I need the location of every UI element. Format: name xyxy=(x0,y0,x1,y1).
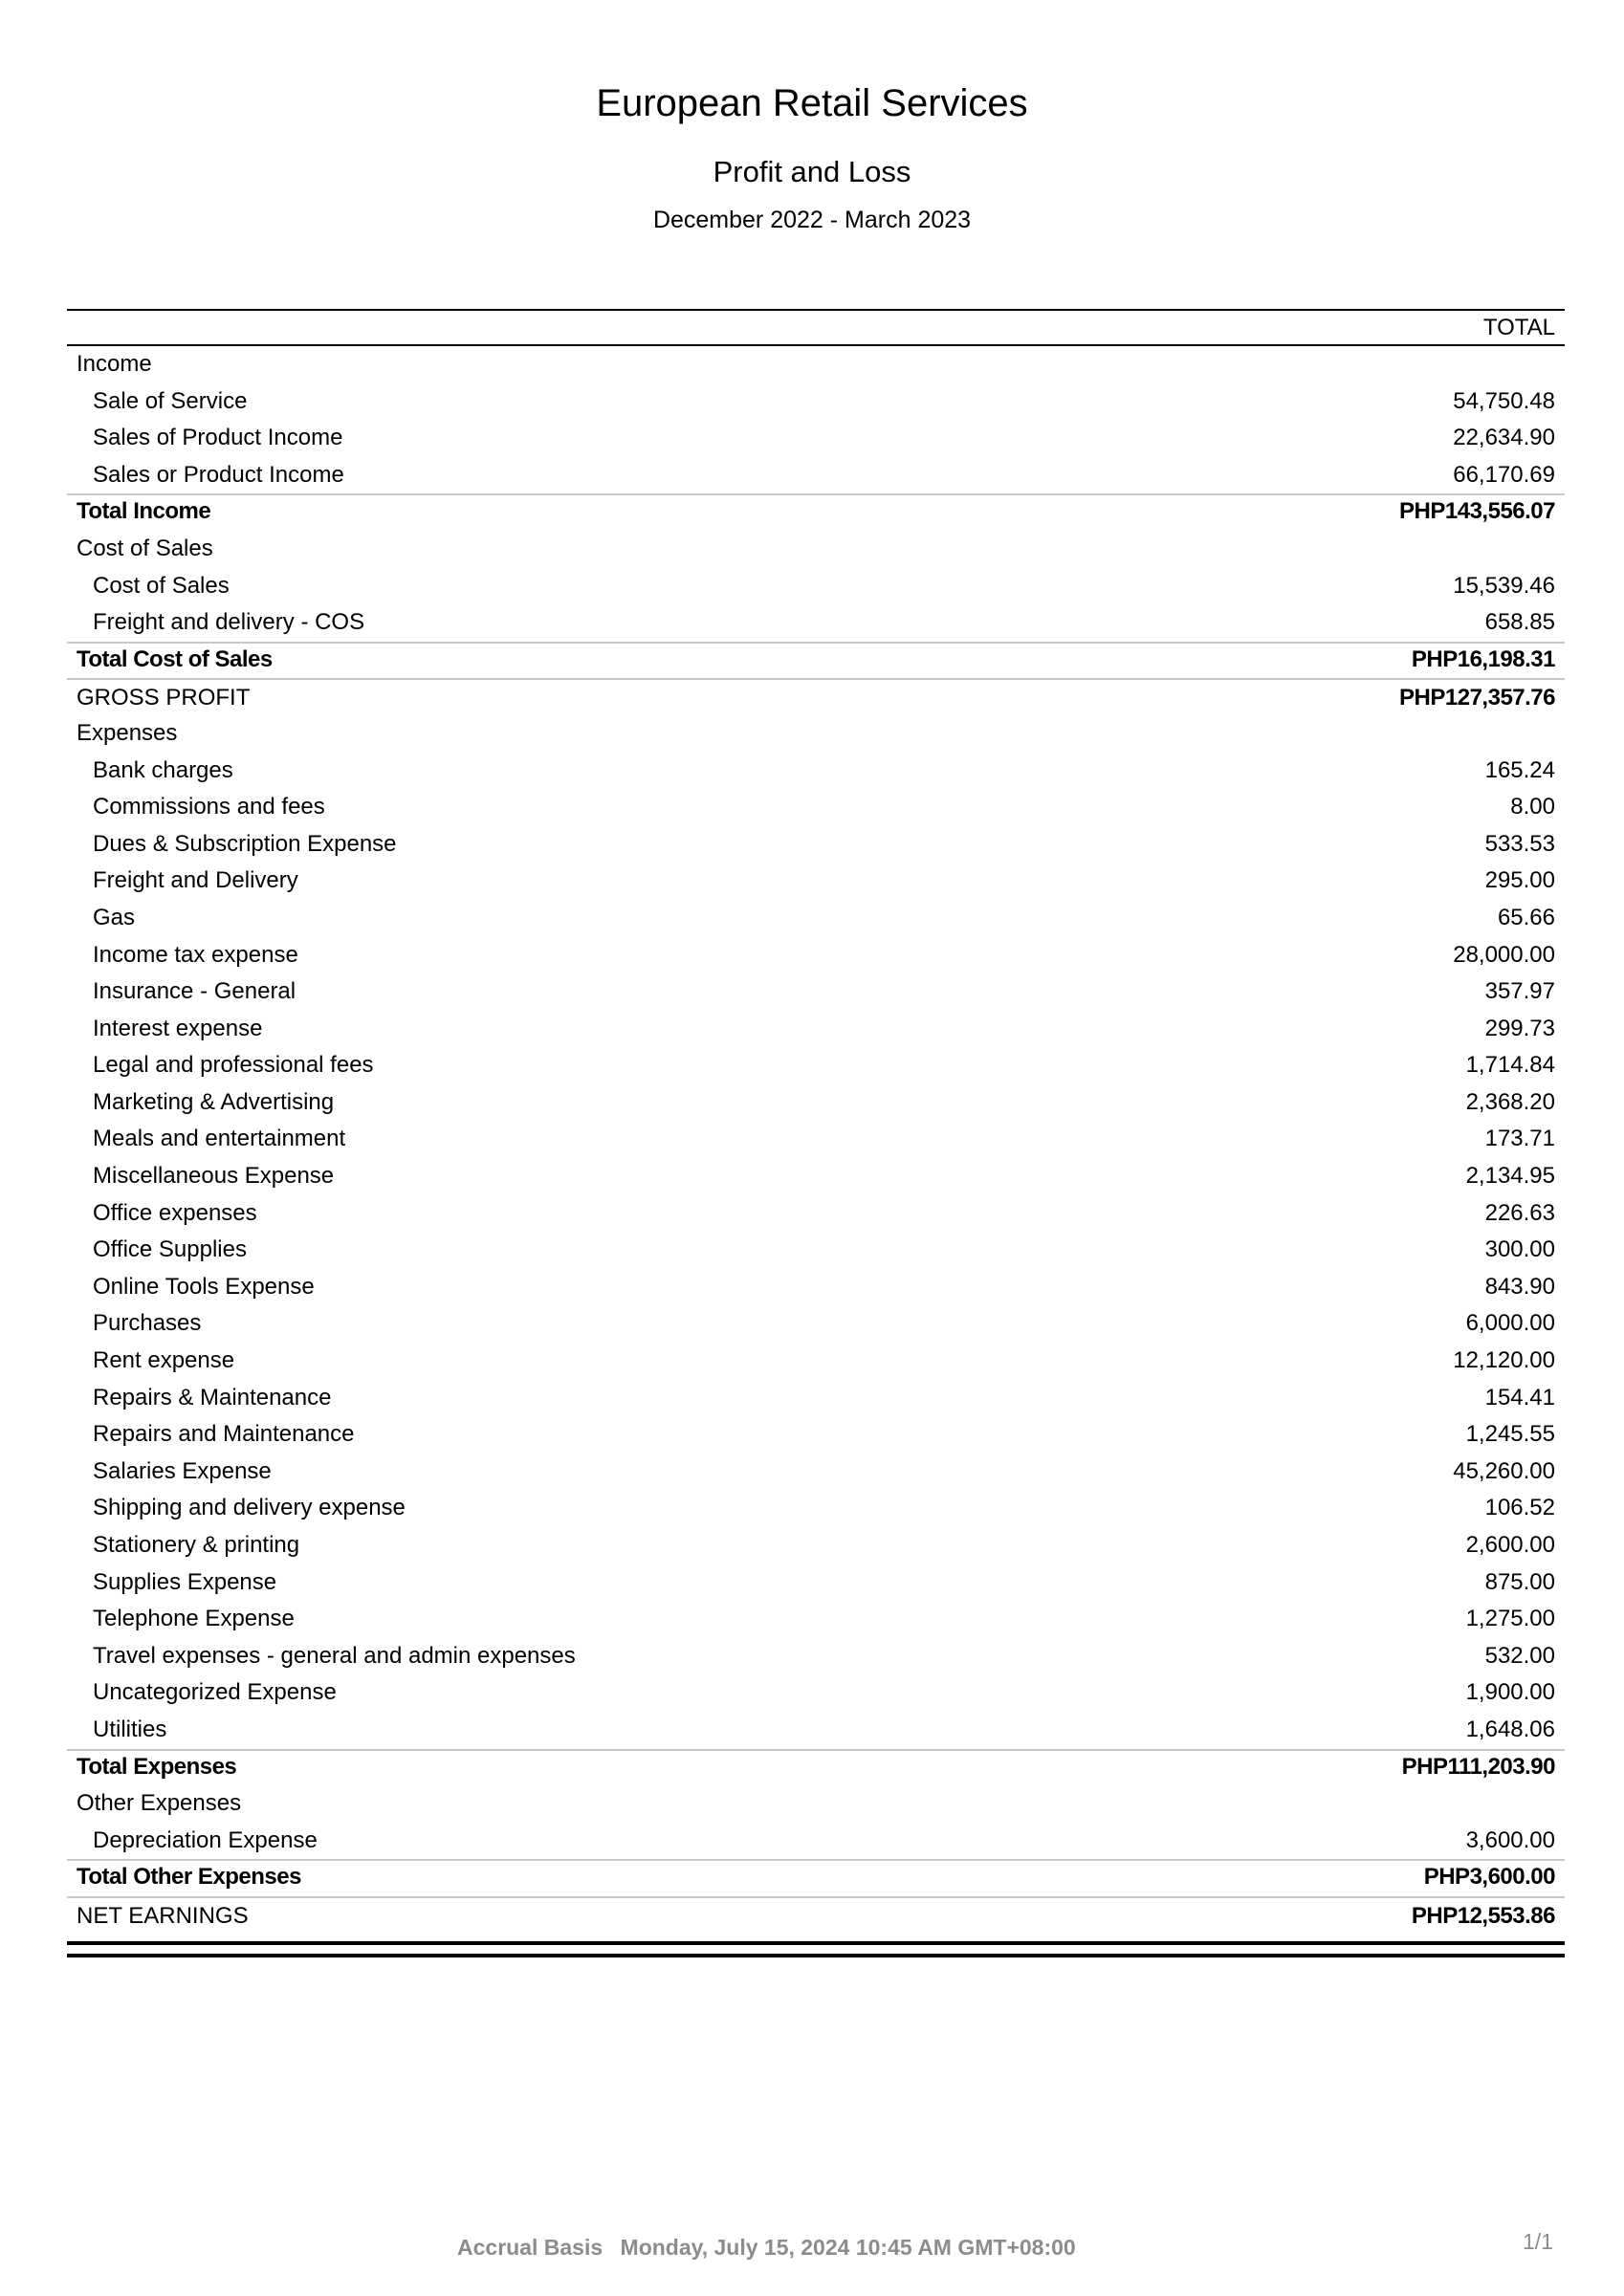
table-row xyxy=(67,1269,1565,1306)
row-amount: 12,120.00 xyxy=(1453,1347,1555,1374)
table-row xyxy=(67,1564,1565,1602)
row-label: Repairs & Maintenance xyxy=(93,1384,332,1410)
generated-timestamp: Monday, July 15, 2024 10:45 AM GMT+08:00 xyxy=(620,2235,1076,2260)
row-amount: 173.71 xyxy=(1484,1126,1555,1152)
row-label: Bank charges xyxy=(93,756,233,783)
row-amount: 1,900.00 xyxy=(1465,1679,1555,1706)
row-label: Stationery & printing xyxy=(93,1532,300,1558)
total-row xyxy=(67,1749,1565,1786)
total-row xyxy=(67,1859,1565,1896)
row-label: Office Supplies xyxy=(93,1236,247,1263)
table-row xyxy=(67,1490,1565,1527)
section-row xyxy=(67,1785,1565,1823)
row-amount: 106.52 xyxy=(1484,1495,1555,1521)
total-row xyxy=(67,642,1565,679)
row-amount: 154.41 xyxy=(1484,1384,1555,1410)
total-row xyxy=(67,493,1565,531)
row-amount: 1,245.55 xyxy=(1465,1421,1555,1448)
row-label: Online Tools Expense xyxy=(93,1273,315,1300)
table-row xyxy=(67,568,1565,605)
row-label: Sales or Product Income xyxy=(93,461,344,488)
row-label: Travel expenses - general and admin expenses xyxy=(93,1642,576,1669)
row-amount: 165.24 xyxy=(1484,756,1555,783)
row-label: Dues & Subscription Expense xyxy=(93,830,397,857)
row-amount: 2,134.95 xyxy=(1465,1163,1555,1190)
row-amount: 299.73 xyxy=(1484,1015,1555,1041)
row-amount: PHP127,357.76 xyxy=(1399,685,1555,711)
row-label: Sale of Service xyxy=(93,387,248,414)
table-row xyxy=(67,753,1565,790)
row-amount: 532.00 xyxy=(1484,1642,1555,1669)
row-amount: 22,634.90 xyxy=(1453,425,1555,451)
table-row xyxy=(67,789,1565,826)
row-amount: 6,000.00 xyxy=(1465,1310,1555,1337)
table-row xyxy=(67,1674,1565,1712)
row-label: Total Expenses xyxy=(77,1753,237,1780)
table-row xyxy=(67,1084,1565,1122)
section-row xyxy=(67,715,1565,753)
row-label: Total Income xyxy=(77,498,211,525)
table-row xyxy=(67,1232,1565,1269)
row-amount: PHP3,600.00 xyxy=(1423,1864,1555,1891)
row-label: Interest expense xyxy=(93,1015,263,1041)
row-amount: 658.85 xyxy=(1484,609,1555,636)
table-row xyxy=(67,973,1565,1011)
table-row xyxy=(67,383,1565,421)
page-number: 1/1 xyxy=(1523,2229,1553,2254)
row-amount: 295.00 xyxy=(1484,867,1555,894)
table-row xyxy=(67,1454,1565,1491)
row-label: Meals and entertainment xyxy=(93,1126,346,1152)
double-underline xyxy=(67,1941,1565,1957)
row-amount: 1,648.06 xyxy=(1465,1716,1555,1742)
row-amount: PHP143,556.07 xyxy=(1399,498,1555,525)
row-amount: 65.66 xyxy=(1497,904,1555,930)
table-body xyxy=(67,346,1565,1934)
row-label: Marketing & Advertising xyxy=(93,1088,335,1115)
row-amount: 2,600.00 xyxy=(1465,1532,1555,1558)
column-header-total: TOTAL xyxy=(1482,315,1555,340)
row-label: Purchases xyxy=(93,1310,202,1337)
report-period: December 2022 - March 2023 xyxy=(652,207,972,233)
row-amount: 28,000.00 xyxy=(1453,941,1555,968)
row-amount: 2,368.20 xyxy=(1465,1088,1555,1115)
row-label: Uncategorized Expense xyxy=(93,1679,337,1706)
row-label: Gas xyxy=(93,904,136,930)
table-row xyxy=(67,900,1565,937)
net-row xyxy=(67,1896,1565,1934)
table-row xyxy=(67,1158,1565,1195)
table-row xyxy=(67,1823,1565,1860)
row-label: Office expenses xyxy=(93,1199,257,1226)
row-amount: PHP111,203.90 xyxy=(1401,1753,1555,1780)
row-label: Legal and professional fees xyxy=(93,1052,374,1079)
table-row xyxy=(67,1343,1565,1380)
row-label: Commissions and fees xyxy=(93,794,325,820)
row-amount: PHP16,198.31 xyxy=(1411,645,1555,672)
row-label: Salaries Expense xyxy=(93,1457,272,1484)
report-footer xyxy=(457,2235,1076,2261)
table-row xyxy=(67,1195,1565,1233)
row-label: Expenses xyxy=(77,719,178,746)
row-label: Income xyxy=(77,351,152,377)
row-amount: 15,539.46 xyxy=(1453,572,1555,599)
row-label: Shipping and delivery expense xyxy=(93,1495,406,1521)
table-row xyxy=(67,937,1565,974)
row-amount: 66,170.69 xyxy=(1453,461,1555,488)
row-label: Freight and Delivery xyxy=(93,867,298,894)
table-row xyxy=(67,1011,1565,1048)
row-label: Income tax expense xyxy=(93,941,298,968)
table-row xyxy=(67,457,1565,494)
row-amount: 843.90 xyxy=(1484,1273,1555,1300)
row-label: Telephone Expense xyxy=(93,1606,295,1632)
row-label: NET EARNINGS xyxy=(77,1902,249,1929)
row-label: Total Cost of Sales xyxy=(77,645,273,672)
row-amount: 226.63 xyxy=(1484,1199,1555,1226)
table-row xyxy=(67,1527,1565,1564)
table-row xyxy=(67,863,1565,900)
accounting-basis: Accrual Basis xyxy=(457,2235,604,2260)
profit-loss-table xyxy=(67,309,1565,1957)
row-label: GROSS PROFIT xyxy=(77,685,251,711)
table-row xyxy=(67,826,1565,864)
gross-row xyxy=(67,678,1565,715)
row-amount: 533.53 xyxy=(1484,830,1555,857)
table-row xyxy=(67,1638,1565,1675)
row-amount: 357.97 xyxy=(1484,978,1555,1005)
row-amount: 45,260.00 xyxy=(1453,1457,1555,1484)
row-label: Other Expenses xyxy=(77,1790,242,1817)
table-row xyxy=(67,1121,1565,1158)
row-amount: 8.00 xyxy=(1510,794,1555,820)
section-row xyxy=(67,346,1565,383)
section-row xyxy=(67,531,1565,568)
table-row xyxy=(67,1712,1565,1749)
row-label: Freight and delivery - COS xyxy=(93,609,365,636)
row-label: Cost of Sales xyxy=(93,572,230,599)
row-amount: 1,275.00 xyxy=(1465,1606,1555,1632)
table-row xyxy=(67,420,1565,457)
row-label: Supplies Expense xyxy=(93,1568,277,1595)
row-amount: 3,600.00 xyxy=(1465,1826,1555,1853)
company-name: European Retail Services xyxy=(596,82,1028,124)
table-row xyxy=(67,1305,1565,1343)
row-label: Total Other Expenses xyxy=(77,1864,301,1891)
row-label: Sales of Product Income xyxy=(93,425,343,451)
row-label: Miscellaneous Expense xyxy=(93,1163,335,1190)
row-label: Insurance - General xyxy=(93,978,296,1005)
row-label: Utilities xyxy=(93,1716,167,1742)
table-row xyxy=(67,1601,1565,1638)
table-row xyxy=(67,1416,1565,1454)
row-amount: PHP12,553.86 xyxy=(1411,1902,1555,1929)
row-label: Cost of Sales xyxy=(77,535,213,561)
row-label: Rent expense xyxy=(93,1347,235,1374)
report-title: Profit and Loss xyxy=(713,155,911,188)
table-row xyxy=(67,604,1565,642)
row-amount: 1,714.84 xyxy=(1465,1052,1555,1079)
row-label: Repairs and Maintenance xyxy=(93,1421,355,1448)
table-row xyxy=(67,1380,1565,1417)
column-header-row xyxy=(67,309,1565,346)
table-row xyxy=(67,1047,1565,1084)
row-amount: 300.00 xyxy=(1484,1236,1555,1263)
row-label: Depreciation Expense xyxy=(93,1826,318,1853)
row-amount: 875.00 xyxy=(1484,1568,1555,1595)
row-amount: 54,750.48 xyxy=(1453,387,1555,414)
